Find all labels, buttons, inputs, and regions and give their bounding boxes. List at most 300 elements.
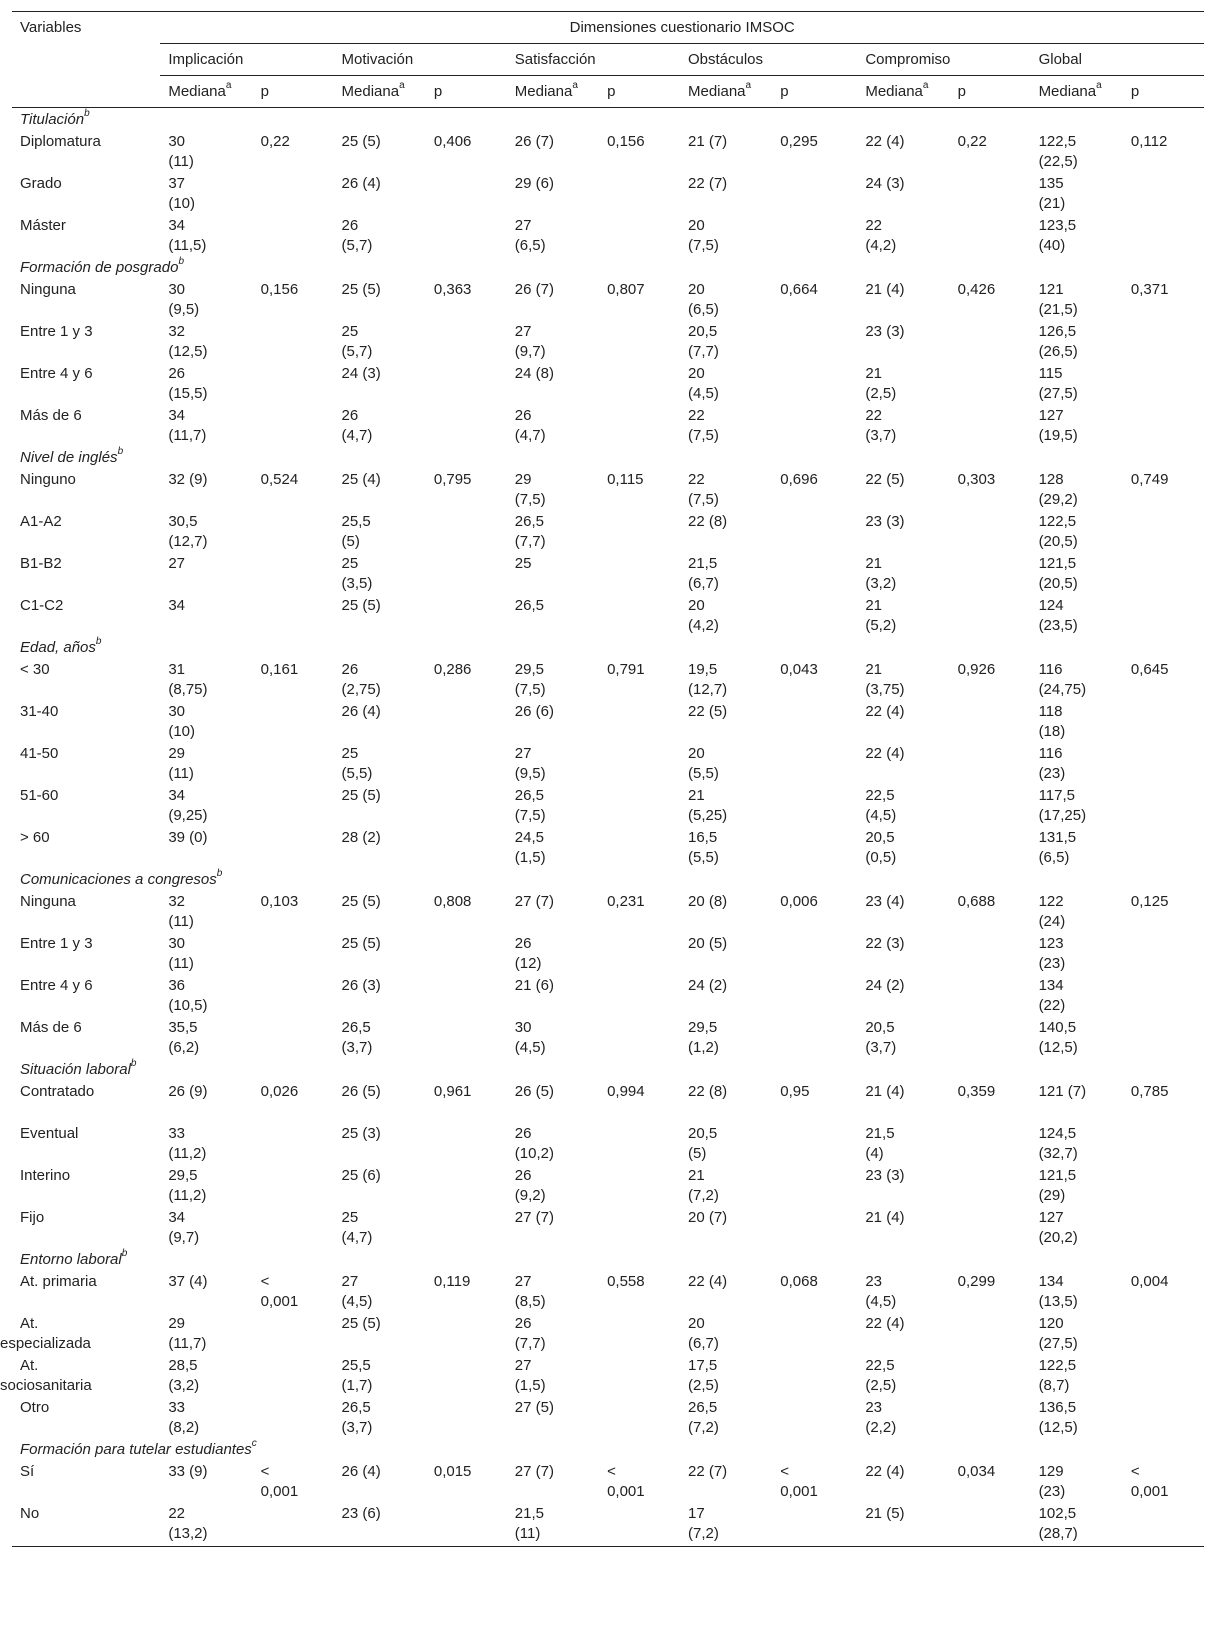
p-value-cell	[1123, 1124, 1204, 1166]
cell-text: 0,791	[607, 661, 645, 678]
cell-text: 30	[168, 703, 186, 720]
p-value-cell	[772, 174, 857, 216]
median-cell	[680, 828, 772, 870]
cell-text: 26 (7)	[514, 281, 554, 298]
p-value-cell	[772, 934, 857, 976]
cell-text: (1,5)	[514, 1377, 546, 1394]
p-value-cell	[426, 322, 507, 364]
row-label	[12, 1208, 160, 1250]
p-value-cell	[599, 174, 680, 216]
cell-text: (15,5)	[168, 385, 208, 402]
p-value-cell	[253, 1398, 334, 1440]
cell-text: 21,5	[514, 1505, 544, 1522]
row-label	[12, 786, 160, 828]
cell-text: 22 (3)	[865, 935, 905, 952]
cell-text: 29,5	[168, 1167, 198, 1184]
cell-text: 117,5	[1038, 787, 1075, 804]
cell-text: 23 (3)	[865, 513, 905, 530]
cell-text: 0,808	[433, 893, 472, 910]
cell-text: 26,5	[514, 597, 544, 614]
table-row	[12, 1166, 1204, 1208]
cell-text: 0,371	[1130, 281, 1169, 298]
p-value-cell	[426, 554, 507, 596]
cell-text: 0,026	[260, 1083, 299, 1100]
cell-text: 28,5	[168, 1357, 198, 1374]
cell-text: (23)	[1038, 955, 1066, 972]
p-value-cell	[426, 596, 507, 638]
cell-text: 0,115	[607, 471, 644, 488]
p-value-cell	[1123, 1314, 1204, 1356]
cell-text: 22	[865, 407, 883, 424]
median-cell	[1031, 892, 1123, 934]
median-cell	[160, 470, 252, 512]
row-label-text: Entre 1 y 3	[20, 323, 93, 340]
cell-text: 25 (5)	[341, 787, 381, 804]
cell-text: 0,006	[780, 893, 818, 910]
cell-text: 26	[168, 365, 186, 382]
median-cell	[334, 892, 426, 934]
dim-header-obstaculos: Obstáculos	[680, 44, 857, 76]
p-value-cell	[426, 892, 507, 934]
p-value-cell	[772, 596, 857, 638]
cell-text: (19,5)	[1038, 427, 1078, 444]
p-value-cell	[253, 976, 334, 1018]
median-cell	[1031, 364, 1123, 406]
p-value-cell	[950, 596, 1031, 638]
group-header-row	[12, 108, 1204, 133]
cell-text: 22 (4)	[865, 1315, 905, 1332]
p-value-cell	[1123, 1166, 1204, 1208]
median-cell	[680, 976, 772, 1018]
p-value-cell	[253, 786, 334, 828]
p-value-cell	[950, 554, 1031, 596]
row-label-text: Diplomatura	[20, 133, 101, 150]
cell-text: (3,7)	[341, 1039, 373, 1056]
p-value-cell	[1123, 322, 1204, 364]
cell-text: 136,5	[1038, 1399, 1077, 1416]
cell-text: (6,7)	[687, 1335, 719, 1352]
cell-text: 0,926	[957, 661, 996, 678]
p-value-cell	[1123, 1356, 1204, 1398]
median-cell	[334, 596, 426, 638]
p-value-cell	[772, 322, 857, 364]
cell-text: (27,5)	[1038, 1335, 1078, 1352]
mediana-header	[680, 76, 772, 108]
row-label-text: sociosanitaria	[0, 1377, 92, 1394]
p-value-cell	[599, 786, 680, 828]
cell-text: (9,5)	[514, 765, 546, 782]
group-label-text: Edad, años	[20, 639, 96, 656]
cell-text: (8,2)	[168, 1419, 200, 1436]
p-value-cell	[253, 512, 334, 554]
cell-text: 25 (5)	[341, 935, 381, 952]
cell-text: (20,5)	[1038, 533, 1078, 550]
cell-text: (1,7)	[341, 1377, 373, 1394]
p-value-cell	[253, 280, 334, 322]
p-value-cell	[772, 702, 857, 744]
p-value-cell	[772, 364, 857, 406]
mediana-header	[857, 76, 949, 108]
median-cell	[507, 364, 599, 406]
median-cell	[680, 744, 772, 786]
group-header-row	[12, 448, 1204, 470]
cell-text: 21 (4)	[865, 1083, 905, 1100]
p-value-cell	[599, 216, 680, 258]
group-header-row	[12, 258, 1204, 280]
cell-text: 22 (4)	[865, 703, 905, 720]
cell-text: 22 (4)	[687, 1273, 728, 1290]
p-value-cell	[599, 364, 680, 406]
cell-text: 22 (5)	[865, 471, 905, 488]
median-cell	[160, 1208, 252, 1250]
p-value-cell	[599, 1504, 680, 1547]
cell-text: 118	[1038, 703, 1063, 720]
p-header: p	[772, 76, 857, 108]
median-cell	[1031, 1272, 1123, 1314]
group-label	[12, 870, 1204, 892]
median-cell	[680, 322, 772, 364]
median-cell	[507, 1018, 599, 1060]
footnote-mark: a	[399, 80, 405, 91]
median-cell	[507, 786, 599, 828]
p-value-cell	[772, 216, 857, 258]
p-header: p	[599, 76, 680, 108]
cell-text: 120	[1038, 1315, 1064, 1332]
footnote-mark: b	[130, 1058, 137, 1069]
cell-text: (11)	[168, 765, 194, 782]
cell-text: (6,7)	[687, 575, 719, 592]
row-label-text: Entre 4 y 6	[20, 977, 93, 994]
median-cell	[680, 1166, 772, 1208]
median-cell	[334, 174, 426, 216]
p-value-cell	[426, 1462, 507, 1504]
cell-text: 21 (6)	[514, 977, 554, 994]
cell-text: 25 (6)	[341, 1167, 381, 1184]
p-value-cell	[599, 744, 680, 786]
p-value-cell	[253, 892, 334, 934]
row-label-text: 31-40	[20, 703, 59, 720]
group-label	[12, 1060, 1204, 1082]
mediana-label: Mediana	[865, 83, 923, 100]
table-body	[0, 108, 1204, 1547]
cell-text: (17,25)	[1038, 807, 1087, 824]
cell-text: 30	[168, 281, 186, 298]
cell-text: (11)	[168, 153, 194, 170]
median-cell	[680, 702, 772, 744]
p-value-cell	[426, 1166, 507, 1208]
median-cell	[680, 1272, 772, 1314]
table-row	[12, 892, 1204, 934]
row-label-text: At.	[20, 1357, 39, 1374]
median-cell	[160, 976, 252, 1018]
median-cell	[857, 892, 949, 934]
row-label-text: No	[20, 1505, 40, 1522]
cell-text: 131,5	[1038, 829, 1077, 846]
cell-text: (6,5)	[514, 237, 546, 254]
p-value-cell	[253, 660, 334, 702]
p-value-cell	[253, 934, 334, 976]
p-value-cell	[253, 470, 334, 512]
cell-text: 26 (3)	[341, 977, 381, 994]
table-row	[12, 596, 1204, 638]
cell-text: 20	[687, 745, 705, 762]
p-value-cell	[426, 1082, 507, 1124]
cell-text: 27	[168, 555, 186, 572]
cell-text: 24 (3)	[865, 175, 905, 192]
median-cell	[857, 828, 949, 870]
cell-text: 23	[865, 1399, 883, 1416]
cell-text: 22 (4)	[865, 745, 905, 762]
median-cell	[334, 512, 426, 554]
p-value-cell	[950, 1504, 1031, 1547]
cell-text: 20,5	[865, 829, 895, 846]
group-label	[12, 258, 1204, 280]
median-cell	[857, 1082, 949, 1124]
footnote-mark: b	[178, 256, 184, 267]
cell-text: 0,22	[260, 133, 290, 150]
median-cell	[680, 406, 772, 448]
p-value-cell	[772, 554, 857, 596]
p-value-cell	[772, 512, 857, 554]
p-value-cell	[772, 1504, 857, 1547]
cell-text: (0,5)	[865, 849, 897, 866]
cell-text: 30	[514, 1019, 532, 1036]
cell-text: 20,5	[687, 323, 718, 340]
p-value-cell	[599, 934, 680, 976]
table-row	[12, 406, 1204, 448]
median-cell	[1031, 216, 1123, 258]
cell-text: (10)	[168, 195, 196, 212]
median-cell	[680, 132, 772, 174]
group-label-text: Titulación	[20, 111, 85, 128]
median-cell	[1031, 1398, 1123, 1440]
cell-text: 33	[168, 1125, 186, 1142]
median-cell	[857, 216, 949, 258]
cell-text: (11,2)	[168, 1145, 207, 1162]
cell-text: 0,231	[607, 893, 645, 910]
cell-text: 23	[865, 1273, 883, 1290]
cell-text: 34	[168, 1209, 186, 1226]
table-row	[12, 512, 1204, 554]
cell-text: 26	[341, 661, 359, 678]
median-cell	[1031, 512, 1123, 554]
median-cell	[1031, 470, 1123, 512]
p-value-cell	[772, 1166, 857, 1208]
cell-text: (29)	[1038, 1187, 1066, 1204]
cell-text: 26	[341, 407, 359, 424]
median-cell	[160, 786, 252, 828]
cell-text: (24)	[1038, 913, 1066, 930]
p-value-cell	[253, 596, 334, 638]
p-value-cell	[426, 1398, 507, 1440]
p-value-cell	[1123, 786, 1204, 828]
cell-text: 22	[168, 1505, 186, 1522]
p-value-cell	[426, 1356, 507, 1398]
row-label-text: Entre 1 y 3	[20, 935, 93, 952]
p-value-cell	[253, 322, 334, 364]
median-cell	[680, 1208, 772, 1250]
row-label	[0, 1314, 160, 1356]
cell-text: (24,75)	[1038, 681, 1087, 698]
median-cell	[680, 554, 772, 596]
cell-text: (4,7)	[514, 427, 546, 444]
p-value-cell	[772, 1124, 857, 1166]
row-label	[12, 364, 160, 406]
cell-text: 26,5	[341, 1019, 371, 1036]
cell-text: 29,5	[687, 1019, 718, 1036]
p-value-cell	[599, 132, 680, 174]
row-label-text: Ninguna	[20, 281, 76, 298]
median-cell	[857, 406, 949, 448]
median-cell	[857, 132, 949, 174]
cell-text: (4,2)	[687, 617, 719, 634]
median-cell	[334, 1272, 426, 1314]
row-label-text: B1-B2	[20, 555, 62, 572]
median-cell	[160, 828, 252, 870]
cell-text: (7,5)	[687, 491, 719, 508]
cell-text: 26 (4)	[341, 703, 381, 720]
p-value-cell	[1123, 132, 1204, 174]
p-value-cell	[1123, 828, 1204, 870]
footnote-mark: a	[1096, 80, 1102, 91]
median-cell	[680, 1082, 772, 1124]
median-cell	[334, 786, 426, 828]
cell-text: 115	[1038, 365, 1063, 382]
cell-text: (2,5)	[865, 385, 897, 402]
mediana-header	[334, 76, 426, 108]
row-label	[12, 934, 160, 976]
cell-text: 26 (6)	[514, 703, 554, 720]
median-cell	[680, 1314, 772, 1356]
median-cell	[160, 174, 252, 216]
median-cell	[507, 1504, 599, 1547]
median-cell	[1031, 1356, 1123, 1398]
p-value-cell	[599, 554, 680, 596]
p-value-cell	[950, 174, 1031, 216]
cell-text: (11,7)	[168, 1335, 207, 1352]
p-value-cell	[950, 1166, 1031, 1208]
row-label	[0, 1356, 160, 1398]
cell-text: 21 (4)	[865, 1209, 905, 1226]
cell-text: (8,5)	[514, 1293, 546, 1310]
row-label	[12, 280, 160, 322]
cell-text: 22	[687, 407, 705, 424]
p-value-cell	[253, 1166, 334, 1208]
p-value-cell	[1123, 554, 1204, 596]
table-row	[12, 1504, 1204, 1547]
cell-text: 121,5	[1038, 555, 1077, 572]
cell-text: (2,5)	[865, 1377, 897, 1394]
cell-text: (4)	[865, 1145, 884, 1162]
row-label-text: Fijo	[20, 1209, 45, 1226]
cell-text: 26 (4)	[341, 1463, 381, 1480]
cell-text: (22)	[1038, 997, 1066, 1014]
p-value-cell	[950, 1124, 1031, 1166]
mediana-label: Mediana	[341, 83, 400, 100]
median-cell	[1031, 1314, 1123, 1356]
cell-text: 27	[514, 1273, 532, 1290]
cell-text: 26,5	[687, 1399, 718, 1416]
cell-text: 25 (5)	[341, 1315, 381, 1332]
cell-text: (7,5)	[687, 427, 719, 444]
cell-text: (3,75)	[865, 681, 905, 698]
median-cell	[334, 1314, 426, 1356]
cell-text: (40)	[1038, 237, 1066, 254]
p-value-cell	[253, 1124, 334, 1166]
median-cell	[334, 1082, 426, 1124]
cell-text: <	[260, 1463, 270, 1480]
cell-text: (2,75)	[341, 681, 381, 698]
cell-text: 21 (5)	[865, 1505, 905, 1522]
median-cell	[507, 1356, 599, 1398]
median-cell	[160, 1272, 252, 1314]
cell-text: 24 (3)	[341, 365, 381, 382]
cell-text: 21 (4)	[865, 281, 905, 298]
p-value-cell	[950, 892, 1031, 934]
variables-header: Variables	[12, 12, 160, 108]
cell-text: (1,5)	[514, 849, 546, 866]
median-cell	[1031, 174, 1123, 216]
mediana-header	[160, 76, 252, 108]
row-label-text: Entre 4 y 6	[20, 365, 93, 382]
cell-text: (8,75)	[168, 681, 208, 698]
cell-text: 21	[687, 1167, 705, 1184]
table-row	[12, 976, 1204, 1018]
median-cell	[857, 174, 949, 216]
table-row	[12, 554, 1204, 596]
cell-text: 29	[168, 1315, 186, 1332]
row-label	[12, 1166, 160, 1208]
table-row	[12, 660, 1204, 702]
cell-text: (21)	[1038, 195, 1066, 212]
median-cell	[160, 1124, 252, 1166]
p-value-cell	[1123, 1272, 1204, 1314]
row-label-text: especializada	[0, 1335, 91, 1352]
p-value-cell	[599, 1272, 680, 1314]
row-label-text: At.	[20, 1315, 39, 1332]
median-cell	[680, 470, 772, 512]
p-value-cell	[772, 1462, 857, 1504]
median-cell	[857, 1166, 949, 1208]
cell-text: (11,5)	[168, 237, 207, 254]
p-header: p	[1123, 76, 1204, 108]
row-label-text: C1-C2	[20, 597, 64, 614]
cell-text: 123,5	[1038, 217, 1077, 234]
median-cell	[507, 406, 599, 448]
median-cell	[1031, 976, 1123, 1018]
median-cell	[334, 364, 426, 406]
p-value-cell	[950, 512, 1031, 554]
table-row	[12, 1208, 1204, 1250]
cell-text: 0,303	[957, 471, 996, 488]
cell-text: 25,5	[341, 1357, 371, 1374]
cell-text: (7,5)	[514, 807, 546, 824]
cell-text: 26 (9)	[168, 1083, 208, 1100]
p-value-cell	[772, 660, 857, 702]
cell-text: 29,5	[514, 661, 544, 678]
median-cell	[334, 1208, 426, 1250]
p-header: p	[950, 76, 1031, 108]
p-value-cell	[950, 1082, 1031, 1124]
table-row	[12, 280, 1204, 322]
p-value-cell	[426, 174, 507, 216]
median-cell	[1031, 1124, 1123, 1166]
cell-text: 26 (5)	[341, 1083, 381, 1100]
median-cell	[160, 934, 252, 976]
table-row	[12, 322, 1204, 364]
cell-text: (3,5)	[341, 575, 373, 592]
cell-text: 32	[168, 893, 186, 910]
